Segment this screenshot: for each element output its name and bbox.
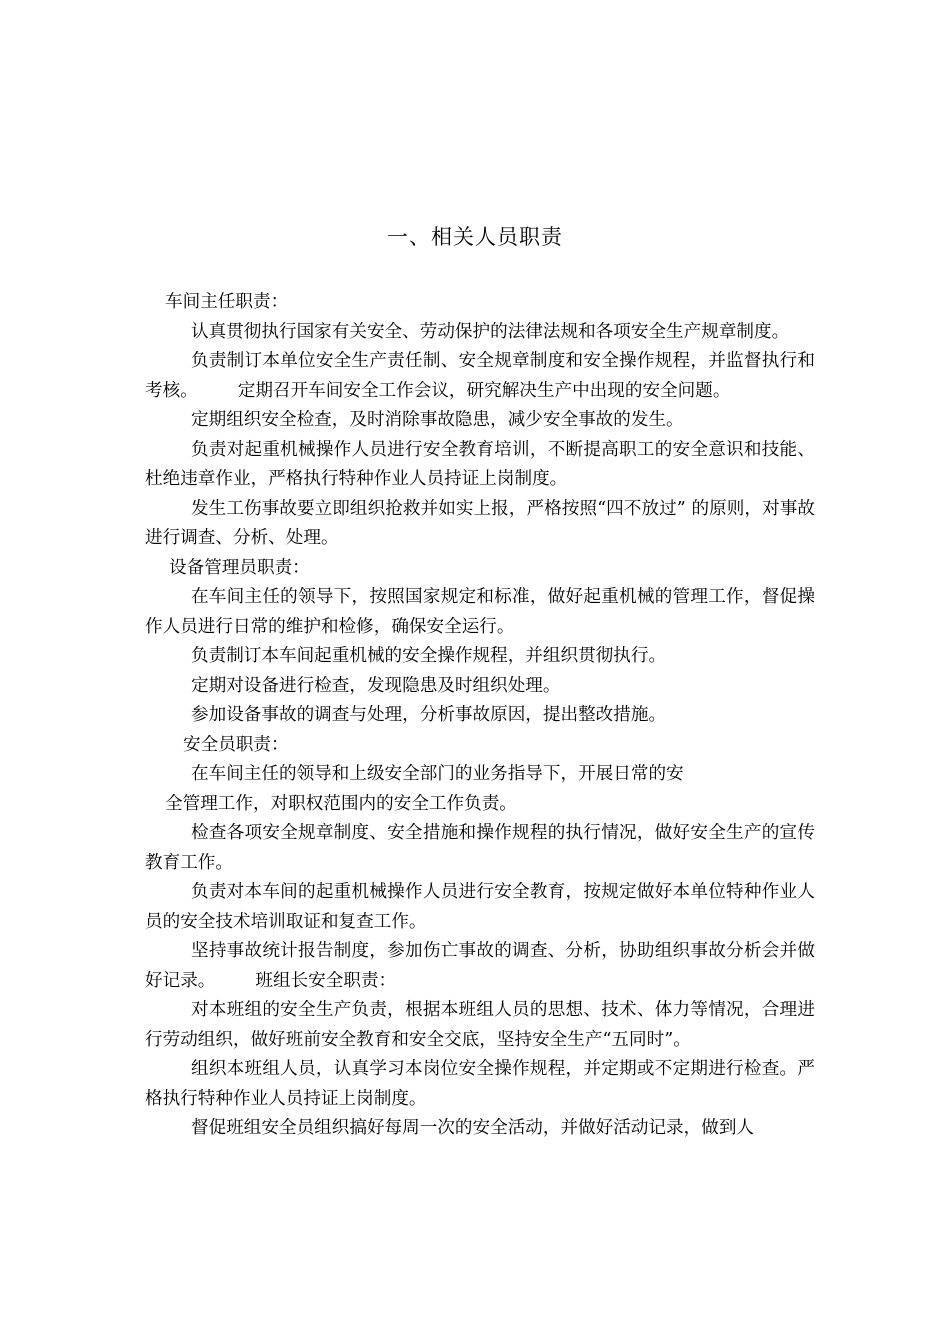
paragraph: 在车间主任的领导下，按照国家规定和标准，做好起重机械的管理工作，督促操作人员进行日常的维护和检修，确保安全运行。 [145, 587, 815, 637]
paragraph: 发生工伤事故要立即组织抢救并如实上报，严格按照“四不放过” 的原则，对事故进行调查、分析、处理。 [145, 498, 815, 548]
paragraph: 负责对本车间的起重机械操作人员进行安全教育，按规定做好本单位特种作业人员的安全技术培训取证和复查工作。 [145, 882, 815, 932]
paragraph-line: 全管理工作，对职权范围内的安全工作负责。 [165, 793, 517, 814]
paragraph: 组织本班组人员，认真学习本岗位安全操作规程，并定期或不定期进行检查。严格执行特种作业人员持证上岗制度。 [145, 1059, 815, 1109]
paragraph [145, 347, 815, 406]
section-heading-workshop-director: 车间主任职责： [165, 292, 289, 312]
page-title: 一、相关人员职责 [387, 225, 563, 249]
paragraph-line: 在车间主任的领导和上级安全部门的业务指导下，开展日常的安 [191, 764, 684, 784]
paragraph-part: 定期召开车间安全工作会议，研究解决生产中出现的安全问题。 [237, 380, 731, 401]
paragraph: 定期组织安全检查，及时消除事故隐患，减少安全事故的发生。 [191, 410, 684, 430]
section-heading-safety-officer: 安全员职责： [183, 734, 289, 755]
paragraph-part: 坚持事故统计报告制度，参加伤亡事故的调查、分析，协助组织事故分析会并做好记录。 [145, 941, 815, 991]
section-heading-team-leader: 班组长安全职责： [255, 970, 397, 991]
paragraph: 负责对起重机械操作人员进行安全教育培训，不断提高职工的安全意识和技能、杜绝违章作业，严格执行特种作业人员持证上岗制度。 [145, 439, 815, 489]
paragraph: 参加设备事故的调查与处理，分析事故原因，提出整改措施。 [191, 705, 667, 725]
paragraph: 认真贯彻执行国家有关安全、劳动保护的法律法规和各项安全生产规章制度。 [191, 321, 790, 342]
paragraph [145, 937, 815, 996]
document-body [145, 288, 815, 1144]
paragraph: 负责制订本车间起重机械的安全操作规程，并组织贯彻执行。 [191, 646, 667, 666]
section-heading-equipment-manager: 设备管理员职责： [169, 557, 310, 578]
paragraph: 检查各项安全规章制度、安全措施和操作规程的执行情况，做好安全生产的宣传教育工作。 [145, 823, 815, 873]
paragraph: 定期对设备进行检查，发现隐患及时组织处理。 [191, 675, 561, 696]
paragraph-part: 负责制订本单位安全生产责任制、安全规章制度和安全操作规程，并监督执行和考核。 [145, 351, 815, 401]
paragraph: 督促班组安全员组织搞好每周一次的安全活动，并做好活动记录，做到人 [191, 1118, 755, 1138]
paragraph: 对本班组的安全生产负责，根据本班组人员的思想、技术、体力等情况，合理进行劳动组织，做好班前安全教育和安全交底，坚持安全生产“五同时”。 [145, 1000, 815, 1050]
